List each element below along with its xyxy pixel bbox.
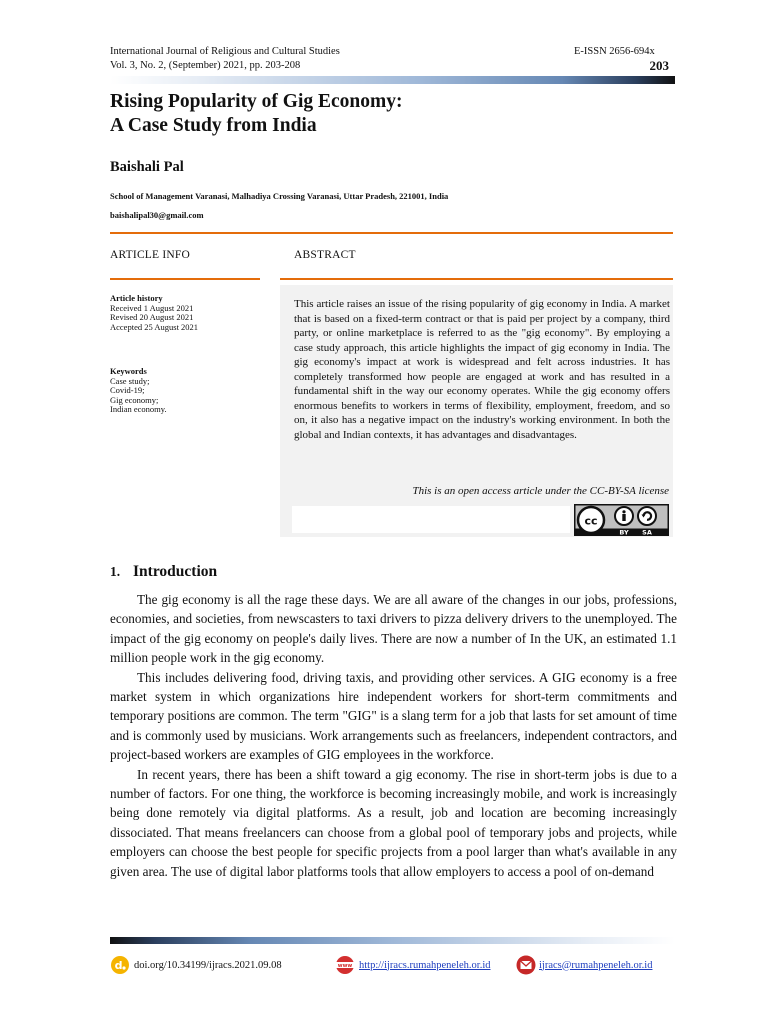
divider-info bbox=[110, 278, 260, 280]
license-note: This is an open access article under the CC-BY-SA license bbox=[412, 485, 669, 497]
footer-gradient-bar bbox=[110, 937, 675, 944]
introduction-body bbox=[110, 590, 677, 881]
abstract-label: ABSTRACT bbox=[294, 249, 356, 261]
running-header bbox=[110, 45, 340, 73]
section-number: 1. bbox=[110, 564, 121, 579]
doi-text: doi.org/10.34199/ijracs.2021.09.08 bbox=[134, 959, 282, 971]
license-strip bbox=[292, 506, 570, 533]
doi-icon bbox=[110, 955, 130, 975]
history-label: Article history bbox=[110, 293, 163, 303]
header-right bbox=[574, 45, 669, 73]
footer-doi[interactable] bbox=[110, 955, 282, 975]
svg-text:SA: SA bbox=[642, 528, 652, 536]
volume-info: Vol. 3, No. 2, (September) 2021, pp. 203-208 bbox=[110, 60, 301, 71]
footer-website[interactable] bbox=[334, 955, 491, 975]
cc-by-sa-badge[interactable] bbox=[574, 504, 669, 536]
divider-top bbox=[110, 232, 673, 234]
keyword-item: Covid-19; bbox=[110, 385, 145, 395]
keyword-item: Indian economy. bbox=[110, 404, 167, 414]
website-link[interactable]: http://ijracs.rumahpeneleh.or.id bbox=[359, 959, 491, 971]
keyword-item: Gig economy; bbox=[110, 394, 159, 405]
svg-text:BY: BY bbox=[619, 528, 629, 536]
title-line-1: Rising Popularity of Gig Economy: bbox=[110, 91, 403, 112]
author-email: baishalipal30@gmail.com bbox=[110, 210, 204, 220]
issn: E-ISSN 2656-694x bbox=[574, 46, 655, 57]
title-line-2: A Case Study from India bbox=[110, 115, 317, 136]
header-gradient-bar bbox=[110, 76, 675, 84]
svg-text:d: d bbox=[114, 959, 123, 972]
received-date: Received 1 August 2021 bbox=[110, 302, 194, 313]
section-title: Introduction bbox=[133, 563, 218, 580]
author-name: Baishali Pal bbox=[110, 159, 184, 175]
keywords-block bbox=[110, 367, 167, 415]
page-number: 203 bbox=[649, 58, 669, 73]
divider-abstract bbox=[280, 278, 673, 280]
email-link[interactable]: ijracs@rumahpeneleh.or.id bbox=[539, 959, 653, 971]
keywords-label: Keywords bbox=[110, 366, 147, 376]
article-title bbox=[110, 90, 670, 138]
svg-text:cc: cc bbox=[584, 514, 598, 528]
abstract-text: This article raises an issue of the rising popularity of gig economy in India. A market that is based on a fixed-term contract or that is paid per project by a company, third party, or online marketplace is referred to as the "gig economy". By employing a case study approach, this article highlights the impact of gig economy in India. The gig economy's impact at work is widespread and felt across industries. It has completely transformed how people are engaged at work and has resulted in a fundamental shift in the way our economy operates. While the gig economy offers enormous benefits to workers in terms of flexibility, employment, freedom, and so on, it also has a negative impact on the industry's working environment. In both the global and Indian contexts, it has advantages and disadvantages. bbox=[294, 298, 670, 441]
cc-license-icon bbox=[574, 504, 669, 536]
paragraph: The gig economy is all the rage these days. We are all aware of the changes in our jobs, professions, economies, and societies, from newscasters to taxi drivers to pizza delivery drivers to the unemployed. The impact of the gig economy on people's daily lives. There are now a number of In the UK, an estimated 1.1 million people work in the gig economy. bbox=[110, 592, 677, 666]
accepted-date: Accepted 25 August 2021 bbox=[110, 321, 199, 332]
article-history bbox=[110, 294, 198, 332]
paragraph: This includes delivering food, driving taxis, and providing other services. A GIG economy is a free market system in which organizations hire independent workers for short-term commitments and temporary positions are common. The term "GIG" is a slang term for a job that lasts for set amount of time and is commonly used by musicians. Work arrangements such as freelancers, independent contractors, and project-based workers are examples of GIG employees in the workforce. bbox=[110, 669, 677, 763]
globe-icon bbox=[334, 955, 356, 975]
journal-name: International Journal of Religious and Cultural Studies bbox=[110, 46, 340, 57]
article-info-label: ARTICLE INFO bbox=[110, 249, 190, 261]
revised-date: Revised 20 August 2021 bbox=[110, 312, 194, 322]
introduction-heading bbox=[110, 563, 217, 581]
footer-email[interactable] bbox=[516, 955, 652, 975]
mail-icon bbox=[516, 955, 536, 975]
svg-text:www: www bbox=[337, 963, 353, 970]
keyword-item: Case study; bbox=[110, 375, 150, 386]
paragraph: In recent years, there has been a shift toward a gig economy. The rise in short-term jobs is due to a number of factors. For one thing, the workforce is becoming increasingly mobile, and work is increasingly being done remotely via digital platforms. As a result, job and location are becoming increasingly dissociated. That means freelancers can choose from a global pool of temporary jobs and projects, while employers can choose the best people for specific projects from a pool larger than what's available in any given area. The use of digital labor platforms tools that allow employers to access a pool of on-demand bbox=[110, 766, 677, 879]
affiliation: School of Management Varanasi, Malhadiya Crossing Varanasi, Uttar Pradesh, 221001, India bbox=[110, 191, 449, 201]
